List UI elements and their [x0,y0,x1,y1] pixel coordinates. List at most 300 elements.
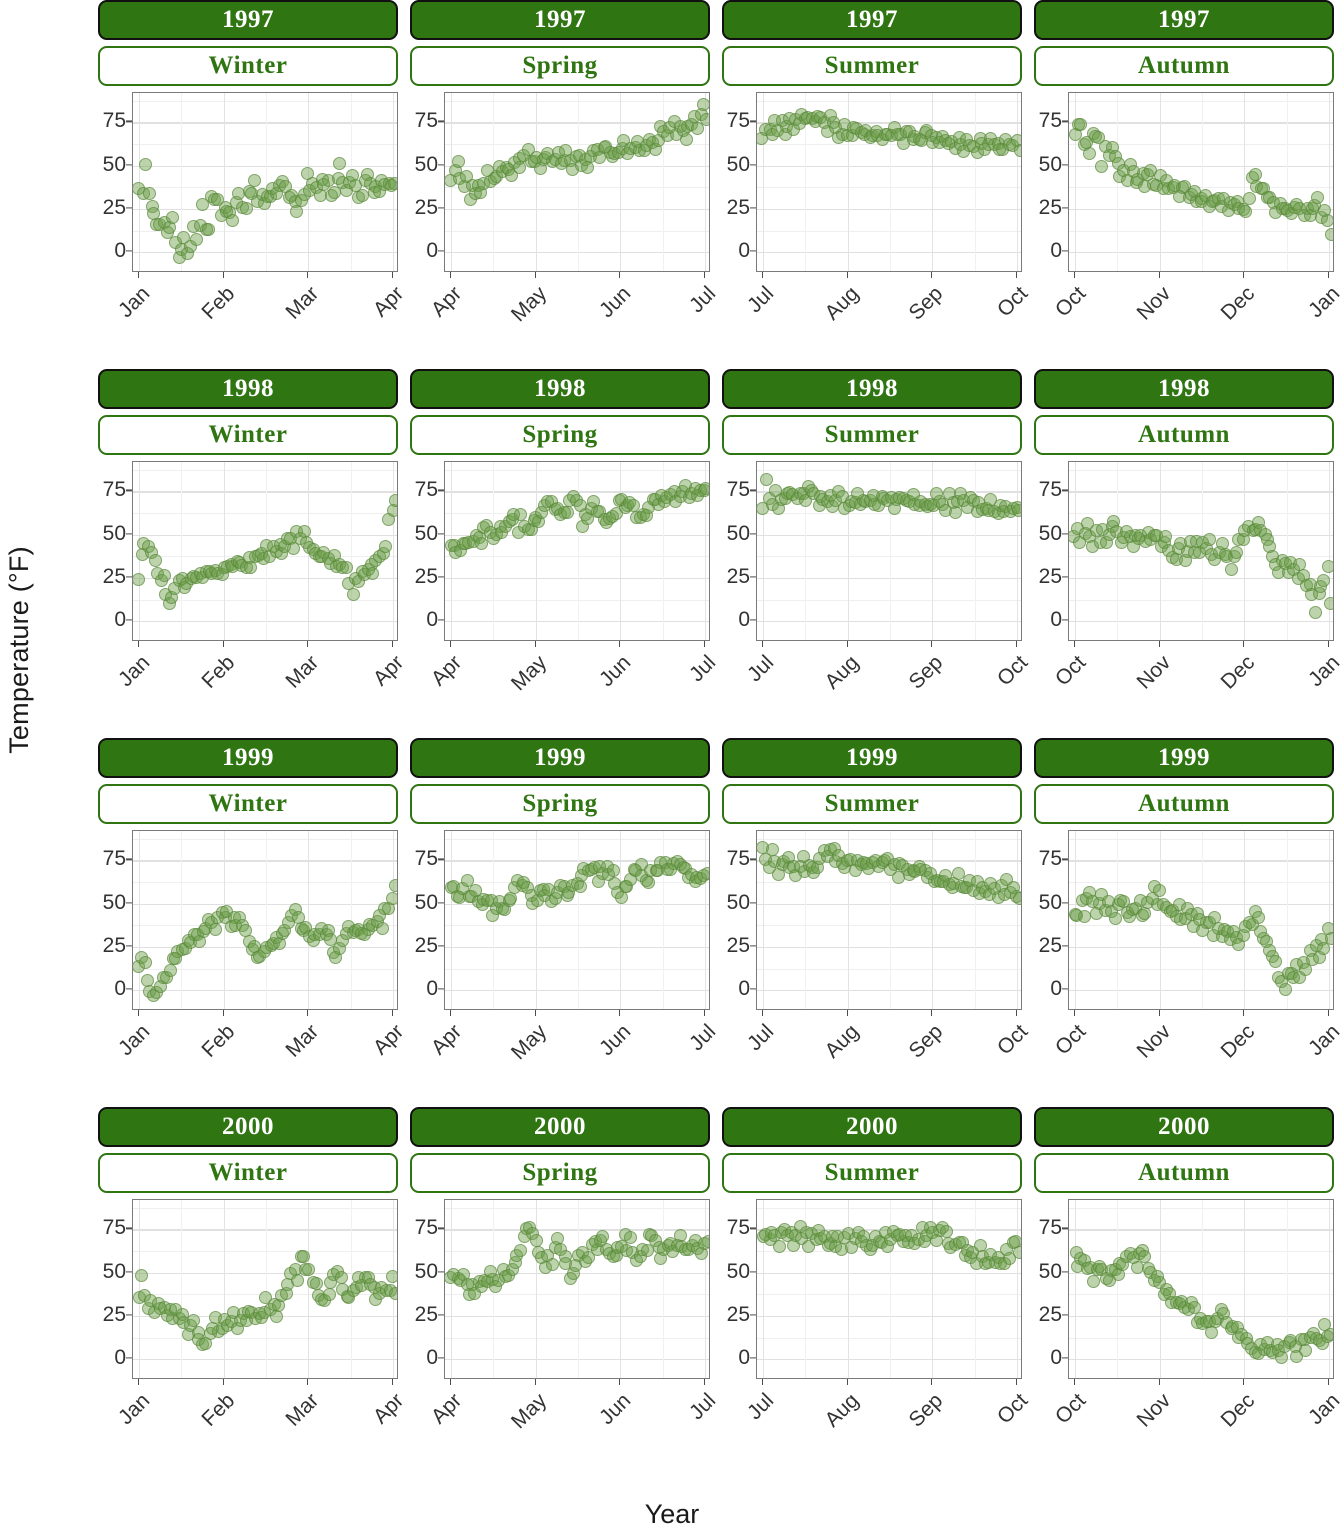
gridline-vertical [1244,462,1245,640]
x-tick-mark [1328,1379,1329,1385]
y-tick-label: 50 [1038,152,1062,176]
gridline-horizontal [757,470,1021,471]
data-point [1203,533,1216,546]
y-tick-mark [438,1358,444,1359]
y-tick-mark [750,902,756,903]
facet-strip-year: 1997 [98,0,398,40]
x-tick-mark [392,1010,393,1016]
data-point [226,214,239,227]
x-tick-label: Dec [1216,651,1260,694]
y-tick-mark [126,902,132,903]
x-tick-label: Aug [820,1020,863,1063]
plot-area [1068,1199,1334,1379]
x-tick-label: Sep [904,282,948,325]
gridline-horizontal [757,600,1021,601]
x-tick-label: Nov [1132,282,1175,325]
gridline-horizontal [133,252,397,253]
y-tick-label: 50 [1038,1259,1062,1283]
data-point [379,540,392,553]
y-tick-label: 0 [426,1346,438,1370]
facet-strip-year: 1998 [410,369,710,409]
gridline-horizontal [757,1208,1021,1209]
y-tick-mark [438,576,444,577]
data-point [514,508,527,521]
gridline-horizontal [757,947,1021,948]
facet-strip-year: 1997 [722,0,1022,40]
gridline-horizontal [133,122,397,123]
plot-area [756,461,1022,641]
gridline-vertical-minor [1202,1200,1203,1378]
gridline-vertical [536,462,537,640]
facet-row [52,0,1344,369]
y-tick-mark [438,1314,444,1315]
y-tick-label: 75 [726,109,750,133]
gridline-vertical [763,93,764,271]
gridline-horizontal [757,535,1021,536]
data-point [1317,574,1330,587]
x-tick-label: Sep [904,1389,948,1432]
facet-row [52,369,1344,738]
x-tick-label: Jan [1304,651,1344,692]
x-tick-mark [1159,1010,1160,1016]
y-tick-mark [1062,164,1068,165]
y-tick-mark [750,533,756,534]
y-tick-mark [750,576,756,577]
gridline-vertical-minor [975,831,976,1009]
facet-strip-season: Autumn [1034,46,1334,86]
y-tick-mark [126,490,132,491]
gridline-horizontal [445,1338,709,1339]
data-point [1252,911,1265,924]
y-tick-label: 50 [726,1259,750,1283]
data-point [1014,144,1023,157]
gridline-vertical [848,462,849,640]
y-tick-mark [438,1228,444,1229]
x-tick-label: Jan [114,282,155,323]
y-tick-label: 25 [1038,565,1062,588]
x-tick-label: Feb [197,1020,239,1062]
data-point [389,1287,398,1300]
y-tick-mark [438,1271,444,1272]
plot-wrapper [410,461,721,696]
x-tick-label: Aug [820,282,863,325]
y-tick-label: 0 [426,977,438,1001]
y-tick-mark [1062,1314,1068,1315]
plot-area [132,1199,398,1379]
data-point [323,1288,336,1301]
y-tick-mark [126,1314,132,1315]
gridline-vertical [1329,831,1330,1009]
data-point [561,506,574,519]
y-tick-label: 75 [1038,478,1062,502]
facet-strip-season: Autumn [1034,1153,1334,1193]
data-point [202,223,215,236]
gridline-vertical [1075,462,1076,640]
gridline-horizontal [757,166,1021,167]
data-point [701,867,710,880]
x-tick-label: Apr [426,282,467,322]
x-tick-mark [1243,272,1244,278]
y-tick-label: 25 [1038,934,1062,957]
plot-area [132,830,398,1010]
data-point [302,1263,315,1276]
y-tick-mark [750,164,756,165]
gridline-horizontal [133,144,397,145]
y-tick-mark [750,207,756,208]
plot-area [756,1199,1022,1379]
data-point [773,1240,786,1253]
data-point [1279,983,1292,996]
x-tick-label: Jul [743,1389,779,1425]
x-tick-label: Jun [595,282,636,323]
y-tick-label: 75 [102,478,126,502]
gridline-vertical-minor [578,93,579,271]
y-tick-label: 75 [1038,109,1062,133]
facet-strip-season: Summer [722,784,1022,824]
data-point [1138,1250,1151,1263]
gridline-horizontal [757,578,1021,579]
x-tick-mark [1074,641,1075,647]
gridline-horizontal [757,925,1021,926]
plot-wrapper [98,1199,409,1431]
data-point [1275,1351,1288,1364]
gridline-horizontal [1069,491,1333,492]
y-tick-label: 50 [102,1259,126,1283]
data-point [386,892,398,905]
gridline-horizontal [133,1208,397,1209]
x-tick-label: Aug [820,1389,863,1432]
facet-panel [92,369,409,738]
gridline-vertical-minor [181,1200,182,1378]
y-tick-label: 0 [426,608,438,632]
gridline-horizontal [1069,621,1333,622]
data-point [680,133,693,146]
x-tick-label: Jan [1304,282,1344,323]
data-point [356,189,369,202]
gridline-horizontal [1069,947,1333,948]
facet-row [52,1107,1344,1476]
x-tick-label: Jun [595,1389,636,1430]
gridline-vertical [620,831,621,1009]
y-tick-label: 0 [1050,608,1062,632]
plot-wrapper [410,830,721,1065]
y-tick-mark [438,490,444,491]
gridline-horizontal [1069,513,1333,514]
y-tick-mark [438,620,444,621]
x-tick-mark [619,1010,620,1016]
gridline-vertical [1160,831,1161,1009]
x-tick-mark [307,272,308,278]
plot-wrapper [722,830,1033,1063]
facet-strip-season: Summer [722,46,1022,86]
gridline-vertical [763,1200,764,1378]
gridline-horizontal [1069,990,1333,991]
y-tick-mark [126,533,132,534]
x-tick-mark [1243,1010,1244,1016]
gridline-vertical [308,831,309,1009]
gridline-horizontal [1069,882,1333,883]
data-point [1205,1326,1218,1339]
gridline-horizontal [757,231,1021,232]
data-point [335,1271,348,1284]
y-tick-mark [126,576,132,577]
facet-strip-year: 1997 [1034,0,1334,40]
data-point [607,864,620,877]
plot-wrapper [98,830,409,1062]
data-point [139,956,152,969]
data-point [615,891,628,904]
x-tick-mark [1016,1010,1017,1016]
gridline-horizontal [757,252,1021,253]
facet-strip-season: Winter [98,46,398,86]
facet-panel [1028,738,1344,1107]
facet-strip-season: Winter [98,784,398,824]
plot-area [132,92,398,272]
gridline-vertical [393,462,394,640]
y-tick-label: 0 [114,1346,126,1370]
y-tick-mark [1062,576,1068,577]
x-tick-label: Apr [368,651,409,691]
facet-panel [1028,369,1344,738]
data-point [697,98,710,111]
gridline-vertical [763,462,764,640]
y-tick-mark [750,1228,756,1229]
facet-panel [1028,0,1344,369]
data-point [248,174,261,187]
y-tick-label: 75 [414,847,438,871]
facet-panel [404,369,721,738]
y-tick-mark [126,945,132,946]
gridline-vertical-minor [181,462,182,640]
plot-area [1068,92,1334,272]
facet-strip-year: 1998 [1034,369,1334,409]
plot-wrapper [722,92,1033,325]
x-tick-mark [1159,641,1160,647]
data-point [143,187,156,200]
x-tick-label: Aug [820,651,863,694]
facet-panel [716,1107,1033,1476]
x-tick-label: Dec [1216,282,1260,325]
y-tick-mark [438,945,444,946]
gridline-horizontal [133,166,397,167]
y-tick-mark [1062,902,1068,903]
facet-strip-season: Spring [410,46,710,86]
gridline-horizontal [133,470,397,471]
plot-wrapper [722,1199,1033,1432]
gridline-vertical-minor [266,831,267,1009]
facet-strip-year: 1998 [722,369,1022,409]
x-tick-mark [1243,1379,1244,1385]
y-tick-mark [438,207,444,208]
x-tick-mark [1328,641,1329,647]
gridline-vertical [620,1200,621,1378]
facet-grid [52,0,1344,1476]
x-tick-mark [307,1010,308,1016]
x-tick-label: Jan [1304,1389,1344,1430]
x-tick-mark [847,272,848,278]
gridline-horizontal [133,101,397,102]
gridline-vertical-minor [181,831,182,1009]
y-tick-label: 50 [726,521,750,545]
gridline-vertical [393,831,394,1009]
x-tick-label: Mar [281,282,324,324]
data-point [1243,192,1256,205]
x-tick-mark [535,1010,536,1016]
x-tick-mark [1159,1379,1160,1385]
facet-strip-season: Winter [98,1153,398,1193]
x-tick-mark [450,1010,451,1016]
x-tick-label: Oct [992,1020,1033,1060]
gridline-vertical [224,462,225,640]
data-point [1012,504,1022,517]
x-tick-mark [931,1010,932,1016]
gridline-horizontal [1069,166,1333,167]
gridline-vertical [224,1200,225,1378]
y-tick-mark [1062,1228,1068,1229]
x-tick-label: Mar [281,1389,324,1431]
x-tick-mark [535,641,536,647]
data-point [1095,160,1108,173]
plot-area [756,830,1022,1010]
plot-wrapper [1034,461,1344,694]
y-tick-label: 50 [102,521,126,545]
y-tick-mark [1062,207,1068,208]
y-tick-mark [438,989,444,990]
y-tick-label: 75 [414,109,438,133]
data-point [1325,932,1334,945]
gridline-horizontal [445,252,709,253]
y-tick-label: 0 [738,608,750,632]
data-point [1013,892,1022,905]
x-tick-mark [392,641,393,647]
y-tick-mark [750,620,756,621]
y-tick-label: 50 [1038,521,1062,545]
gridline-vertical [139,831,140,1009]
data-point [1269,955,1282,968]
facet-strip-season: Autumn [1034,415,1334,455]
data-point [1138,907,1151,920]
y-tick-mark [438,251,444,252]
gridline-vertical-minor [578,1200,579,1378]
y-tick-label: 0 [114,608,126,632]
y-tick-mark [1062,251,1068,252]
gridline-vertical [1075,1200,1076,1378]
x-tick-mark [704,1010,705,1016]
gridline-horizontal [445,231,709,232]
facet-strip-year: 2000 [98,1107,398,1147]
gridline-horizontal [757,209,1021,210]
data-point [596,1230,609,1243]
data-point [291,1274,304,1287]
plot-area [756,92,1022,272]
gridline-vertical [705,1200,706,1378]
gridline-horizontal [133,1251,397,1252]
facet-row [52,738,1344,1107]
data-point [347,588,360,601]
x-tick-label: Apr [426,1020,467,1060]
x-tick-mark [138,1010,139,1016]
data-point [1299,1344,1312,1357]
gridline-vertical-minor [1117,1200,1118,1378]
y-tick-label: 0 [1050,239,1062,263]
gridline-horizontal [445,513,709,514]
gridline-horizontal [757,1294,1021,1295]
x-tick-mark [704,1379,705,1385]
data-point [209,923,222,936]
data-point [1230,546,1243,559]
x-tick-mark [450,641,451,647]
y-tick-label: 25 [1038,1303,1062,1326]
facet-strip-year: 1999 [98,738,398,778]
x-tick-label: Jun [595,651,636,692]
x-tick-mark [450,272,451,278]
gridline-vertical-minor [1117,462,1118,640]
plot-wrapper [410,1199,721,1434]
x-tick-mark [704,641,705,647]
gridline-horizontal [445,600,709,601]
gridline-horizontal [133,491,397,492]
y-tick-mark [750,1271,756,1272]
data-point [389,879,398,892]
gridline-horizontal [445,621,709,622]
data-point [1239,205,1252,218]
y-tick-mark [438,902,444,903]
y-tick-label: 50 [414,152,438,176]
x-tick-mark [307,1379,308,1385]
y-tick-label: 25 [102,1303,126,1326]
x-tick-label: May [506,282,551,327]
x-tick-label: Oct [1050,1389,1091,1429]
x-tick-label: Sep [904,1020,948,1063]
x-tick-label: Jul [743,651,779,687]
x-tick-mark [1328,272,1329,278]
gridline-horizontal [1069,252,1333,253]
x-tick-label: Apr [426,651,467,691]
data-point [642,876,655,889]
x-tick-mark [847,641,848,647]
x-tick-label: Oct [1050,282,1091,322]
y-tick-label: 25 [102,565,126,588]
gridline-horizontal [757,1359,1021,1360]
facet-strip-season: Spring [410,1153,710,1193]
x-tick-mark [847,1379,848,1385]
y-tick-label: 0 [738,977,750,1001]
y-tick-mark [1062,859,1068,860]
y-tick-label: 25 [726,934,750,957]
gridline-horizontal [445,209,709,210]
x-tick-mark [619,641,620,647]
x-tick-mark [392,1379,393,1385]
x-tick-mark [931,1379,932,1385]
facet-strip-year: 1999 [1034,738,1334,778]
gridline-horizontal [133,1338,397,1339]
gridline-vertical [1017,1200,1018,1378]
gridline-horizontal [133,860,397,861]
gridline-horizontal [445,144,709,145]
gridline-horizontal [1069,1294,1333,1295]
x-tick-label: Oct [1050,651,1091,691]
x-tick-mark [619,1379,620,1385]
x-tick-mark [762,1010,763,1016]
gridline-horizontal [133,904,397,905]
y-tick-label: 75 [1038,1216,1062,1240]
y-tick-label: 75 [726,1216,750,1240]
x-tick-label: Jan [114,651,155,692]
gridline-vertical [224,93,225,271]
gridline-vertical [536,93,537,271]
y-tick-mark [438,859,444,860]
gridline-vertical [1017,93,1018,271]
